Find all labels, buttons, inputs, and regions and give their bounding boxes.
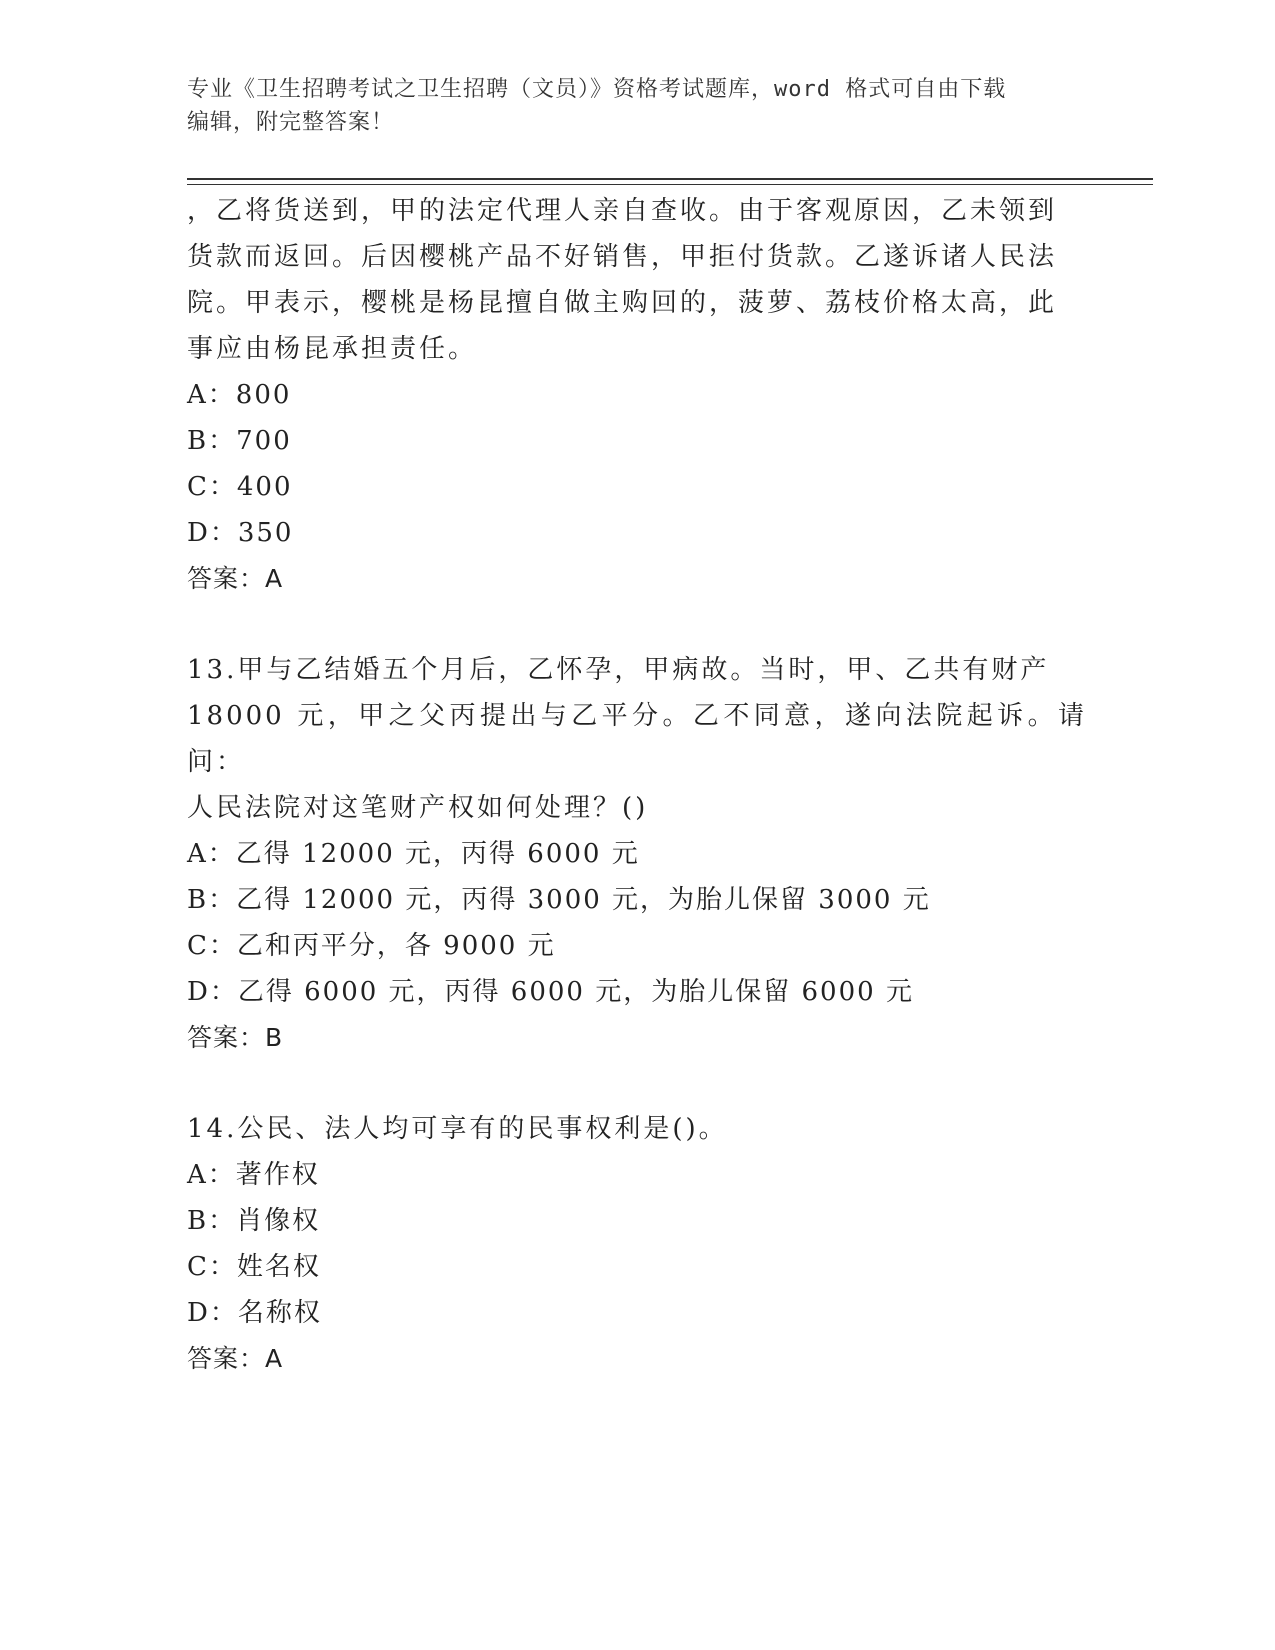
header-line: 编辑，附完整答案！ <box>187 110 395 135</box>
question-stem-line: ，乙将货送到，甲的法定代理人亲自查收。由于客观原因，乙未领到 <box>187 196 1058 226</box>
header-divider-thick <box>187 178 1153 180</box>
header-line: 专业《卫生招聘考试之卫生招聘（文员）》资格考试题库，word 格式可自由下载 <box>187 77 1007 102</box>
option-d: D：名称权 <box>187 1298 322 1328</box>
option-c: C：姓名权 <box>187 1252 321 1282</box>
option-d: D：350 <box>187 518 294 548</box>
option-b: B：乙得 12000 元，丙得 3000 元，为胎儿保留 3000 元 <box>187 885 931 915</box>
option-c: C：乙和丙平分，各 9000 元 <box>187 931 556 961</box>
question-stem-line: 18000 元，甲之父丙提出与乙平分。乙不同意，遂向法院起诉。请问： <box>187 701 1087 777</box>
question-stem-line: 货款而返回。后因樱桃产品不好销售，甲拒付货款。乙遂诉诸人民法 <box>187 242 1058 272</box>
answer-line: 答案：A <box>187 564 284 593</box>
option-a: A：著作权 <box>187 1160 320 1190</box>
spacer <box>187 602 1087 647</box>
question-stem-line: 事应由杨昆承担责任。 <box>187 334 478 364</box>
answer-line: 答案：B <box>187 1023 284 1052</box>
option-a: A：乙得 12000 元，丙得 6000 元 <box>187 839 640 869</box>
option-b: B：肖像权 <box>187 1206 321 1236</box>
option-c: C：400 <box>187 472 293 502</box>
option-b: B：700 <box>187 426 292 456</box>
spacer <box>187 1061 1087 1106</box>
option-d: D：乙得 6000 元，丙得 6000 元，为胎儿保留 6000 元 <box>187 977 914 1007</box>
question-stem-line: 人民法院对这笔财产权如何处理？() <box>187 793 649 823</box>
document-body <box>187 188 1087 1382</box>
option-a: A：800 <box>187 380 292 410</box>
question-14 <box>187 1106 1087 1382</box>
question-stem-line: 13.甲与乙结婚五个月后，乙怀孕，甲病故。当时，甲、乙共有财产 <box>187 655 1050 685</box>
question-13 <box>187 647 1087 1061</box>
question-stem-line: 14.公民、法人均可享有的民事权利是()。 <box>187 1114 728 1144</box>
question-stem-line: 院。甲表示，樱桃是杨昆擅自做主购回的，菠萝、荔枝价格太高，此 <box>187 288 1058 318</box>
answer-line: 答案：A <box>187 1344 284 1373</box>
question-12 <box>187 188 1087 602</box>
header-divider-thin <box>187 184 1153 185</box>
document-header <box>187 73 1087 139</box>
